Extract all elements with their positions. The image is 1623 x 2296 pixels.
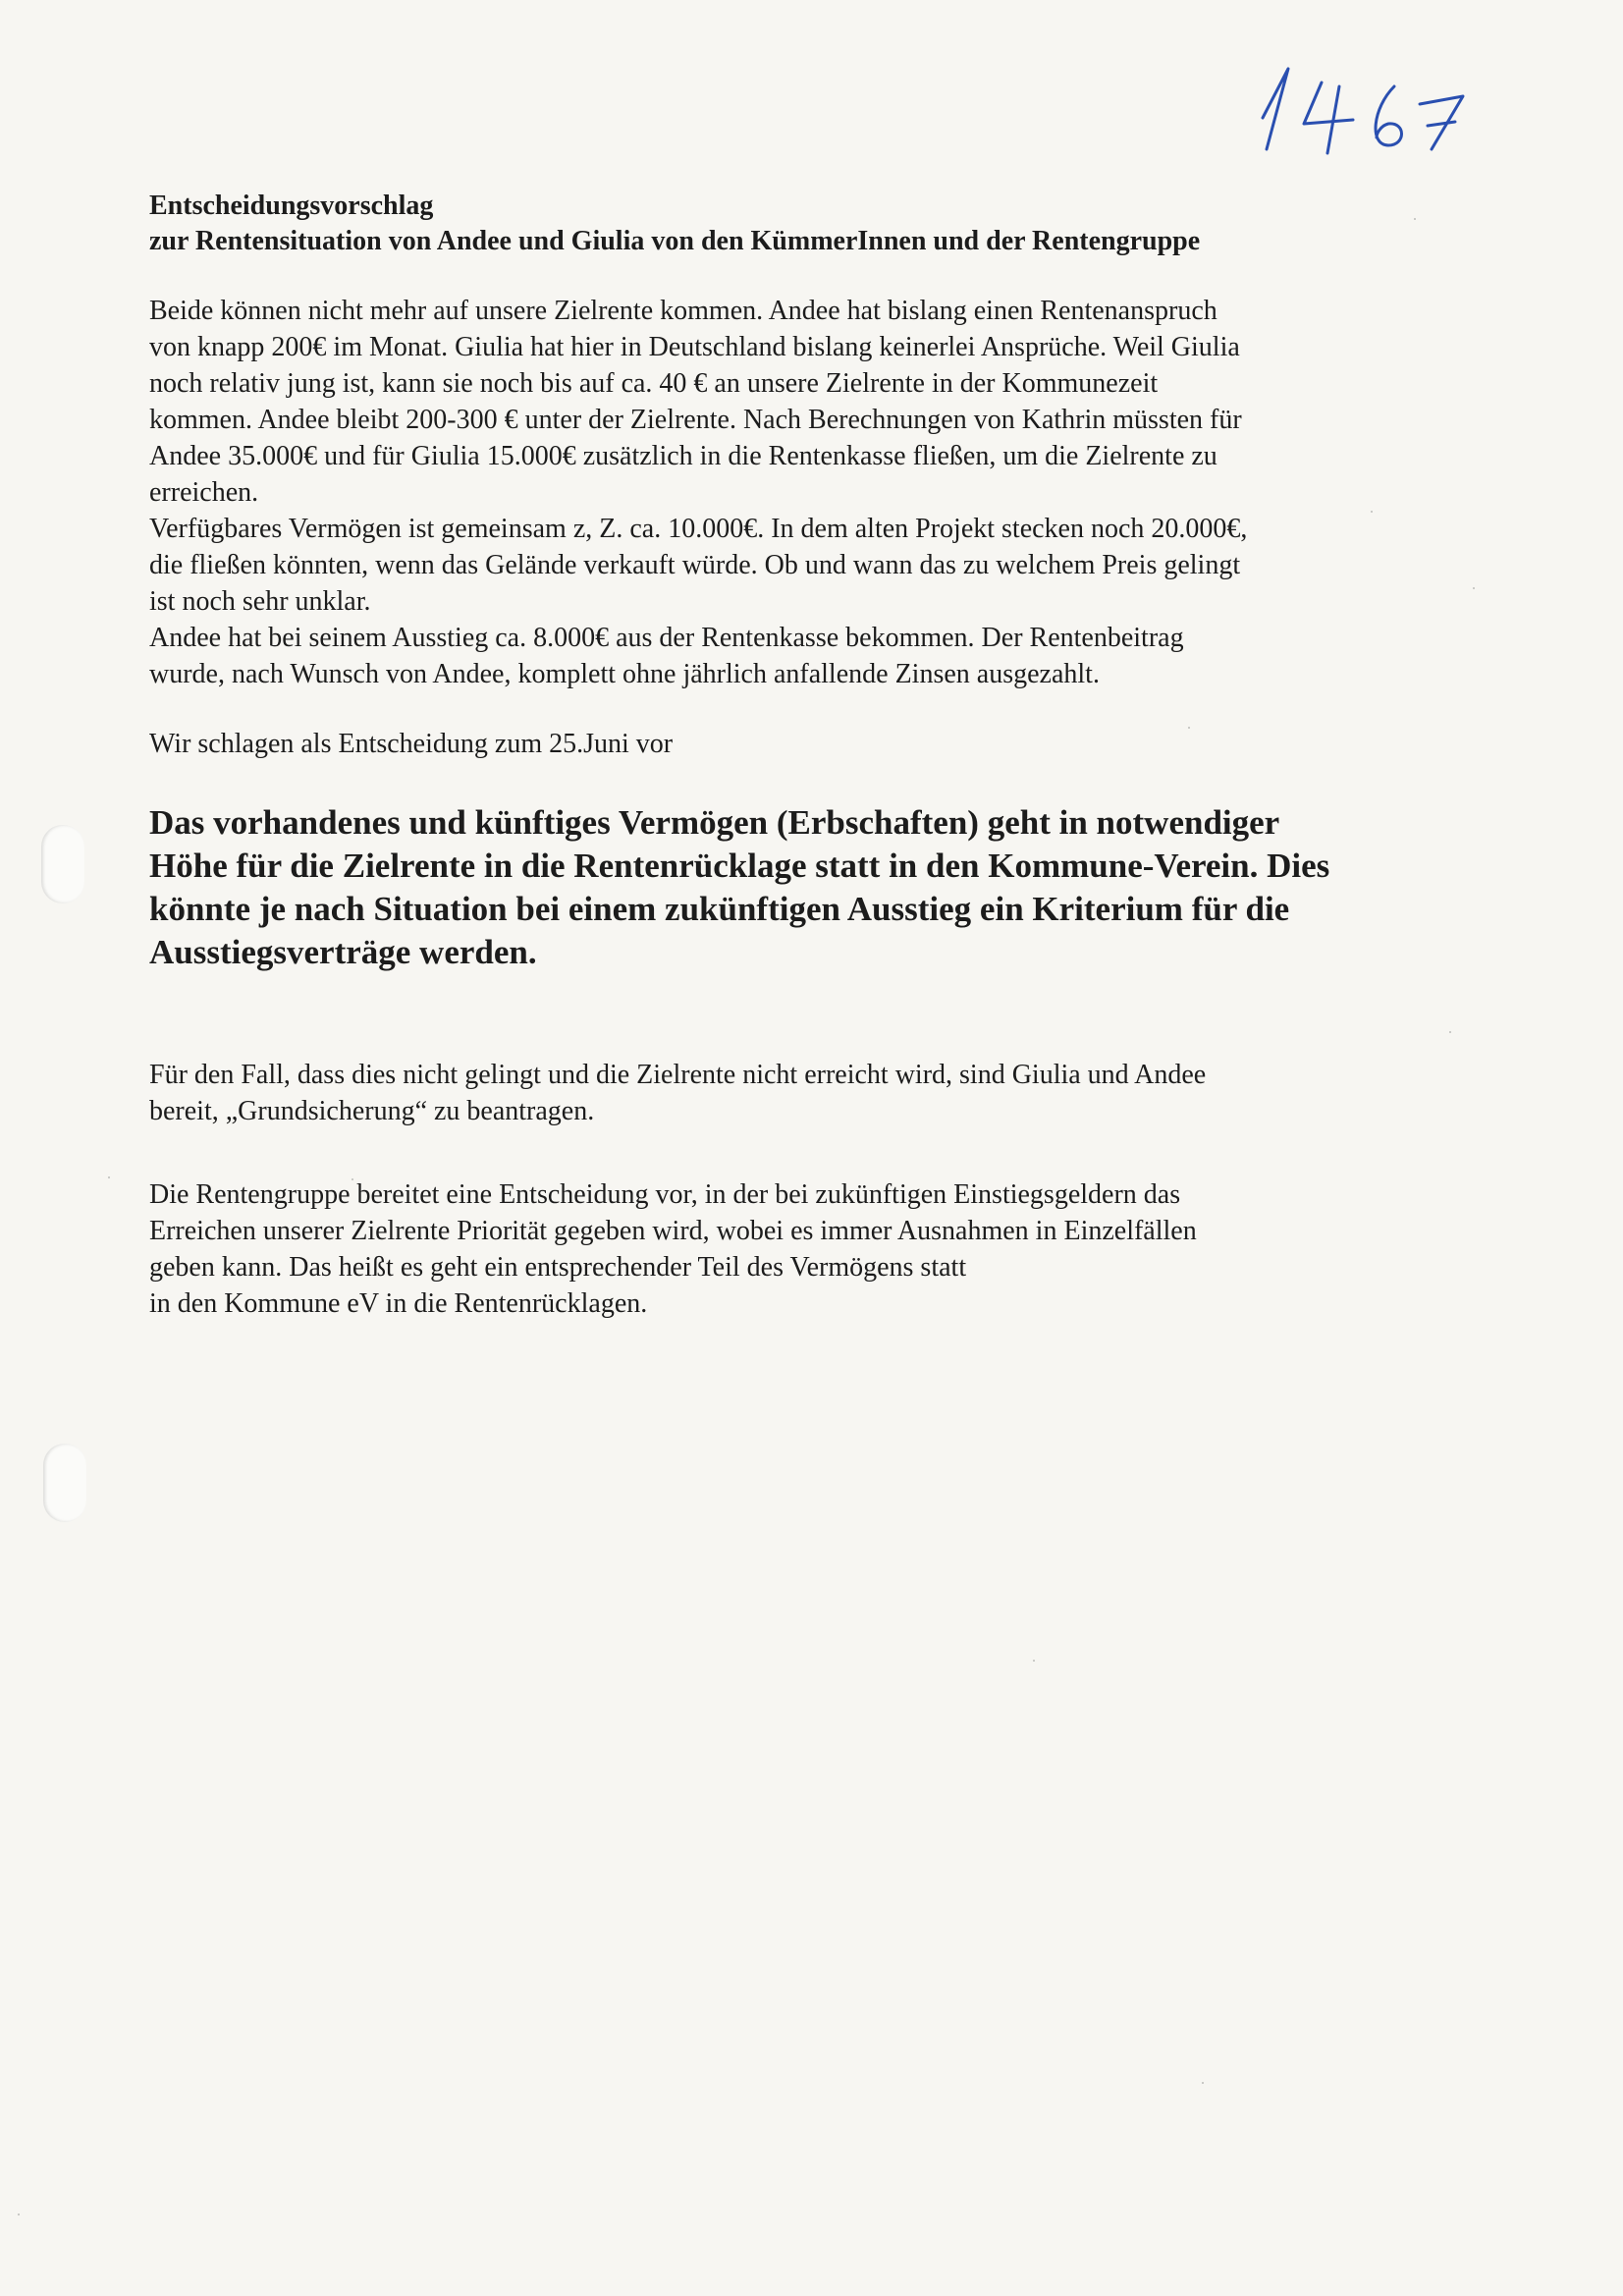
decision-text <box>149 801 1465 974</box>
intro-line: kommen. Andee bleibt 200-300 € unter der Zielrente. Nach Berechnungen von Kathrin müssten für <box>149 405 1242 435</box>
proposal-intro-line: Wir schlagen als Entscheidung zum 25.Juni vor <box>149 729 674 759</box>
handwritten-number-drawing <box>1245 47 1481 155</box>
rentengruppe-line: Die Rentengruppe bereitet eine Entscheidung vor, in der bei zukünftigen Einstiegsgeldern das <box>149 1179 1181 1210</box>
rentengruppe-line: Erreichen unserer Zielrente Priorität gegeben wird, wobei es immer Ausnahmen in Einzelfällen <box>149 1216 1197 1246</box>
document-body <box>149 189 1465 1322</box>
rentengruppe-paragraph <box>149 1176 1465 1322</box>
punch-hole-bottom <box>43 1444 86 1522</box>
intro-line: Verfügbares Vermögen ist gemeinsam z, Z. ca. 10.000€. In dem alten Projekt stecken noch 20.000€, <box>149 514 1248 544</box>
intro-line: wurde, nach Wunsch von Andee, komplett ohne jährlich anfallende Zinsen ausgezahlt. <box>149 659 1100 689</box>
rentengruppe-line: in den Kommune eV in die Rentenrücklagen. <box>149 1288 648 1319</box>
intro-line: Andee 35.000€ und für Giulia 15.000€ zusätzlich in die Rentenkasse fließen, um die Zielrente zu <box>149 441 1217 471</box>
decision-line: Das vorhandenes und künftiges Vermögen (Erbschaften) geht in notwendiger <box>149 803 1280 842</box>
handwritten-page-number <box>1245 47 1481 155</box>
decision-line: Ausstiegsverträge werden. <box>149 933 537 971</box>
intro-line: Beide können nicht mehr auf unsere Zielrente kommen. Andee hat bislang einen Rentenanspruch <box>149 296 1217 326</box>
intro-line: von knapp 200€ im Monat. Giulia hat hier in Deutschland bislang keinerlei Ansprüche. Weil Giulia <box>149 332 1240 362</box>
intro-line: ist noch sehr unklar. <box>149 586 371 617</box>
document-subtitle: zur Rentensituation von Andee und Giulia von den KümmerInnen und der Rentengruppe <box>149 226 1201 256</box>
document-title: Entscheidungsvorschlag <box>149 191 434 221</box>
intro-line: erreichen. <box>149 477 259 508</box>
decision-line: Höhe für die Zielrente in die Rentenrücklage statt in den Kommune-Verein. Dies <box>149 847 1330 885</box>
intro-line: Andee hat bei seinem Ausstieg ca. 8.000€ aus der Rentenkasse bekommen. Der Rentenbeitrag <box>149 623 1184 653</box>
fallback-line: Für den Fall, dass dies nicht gelingt und die Zielrente nicht erreicht wird, sind Giulia und Andee <box>149 1060 1207 1090</box>
intro-line: die fließen könnten, wenn das Gelände verkauft würde. Ob und wann das zu welchem Preis gelingt <box>149 550 1241 580</box>
intro-paragraph <box>149 293 1465 692</box>
decision-line: könnte je nach Situation bei einem zukünftigen Ausstieg ein Kriterium für die <box>149 890 1290 928</box>
fallback-paragraph <box>149 1057 1465 1129</box>
fallback-line: bereit, „Grundsicherung“ zu beantragen. <box>149 1096 595 1126</box>
punch-hole-top <box>41 825 84 903</box>
rentengruppe-line: geben kann. Das heißt es geht ein entsprechender Teil des Vermögens statt <box>149 1252 967 1283</box>
intro-line: noch relativ jung ist, kann sie noch bis auf ca. 40 € an unsere Zielrente in der Kommunezeit <box>149 368 1159 399</box>
